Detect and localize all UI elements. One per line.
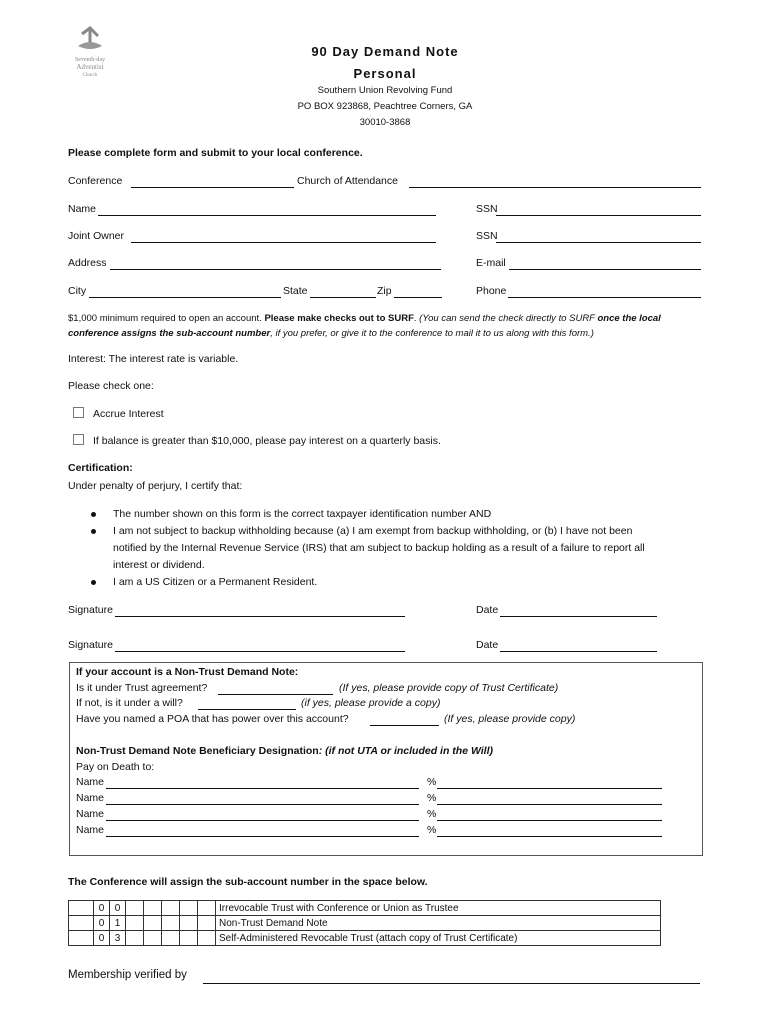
- minimum-bold-italic: once the local conference assigns the sub-account number: [68, 313, 661, 339]
- quarterly-interest-checkbox[interactable]: [73, 434, 84, 445]
- cert-item-1: The number shown on this form is the correct taxpayer identification number AND: [113, 508, 492, 520]
- city-field[interactable]: [89, 286, 281, 298]
- beneficiary-pct-field[interactable]: [437, 825, 662, 837]
- beneficiary-heading-line: [76, 745, 493, 757]
- address-label: Address: [68, 257, 107, 269]
- account-cell[interactable]: [69, 901, 94, 916]
- org-zip: 30010-3868: [359, 117, 411, 128]
- date-field-1[interactable]: [500, 605, 657, 617]
- account-digit: 0: [94, 931, 110, 946]
- cert-item-2: I am not subject to backup withholding because (a) I am exempt from backup withholding, or (b) I have not been: [113, 525, 633, 537]
- check-one-label: Please check one:: [68, 380, 154, 392]
- cert-item-3: I am a US Citizen or a Permanent Resident.: [113, 576, 318, 588]
- beneficiary-name-field[interactable]: [106, 825, 419, 837]
- beneficiary-pct-label: %: [427, 792, 437, 804]
- beneficiary-note: : (if not UTA or included in the Will): [318, 745, 494, 757]
- instruction: Please complete form and submit to your local conference.: [68, 147, 363, 159]
- assign-note: The Conference will assign the sub-account number in the space below.: [68, 876, 428, 888]
- account-cell[interactable]: [126, 916, 144, 931]
- state-label: State: [283, 285, 308, 297]
- joint-owner-label: Joint Owner: [68, 230, 125, 242]
- trust-agreement-note: (If yes, please provide copy of Trust Certificate): [339, 682, 559, 694]
- church-field[interactable]: [409, 176, 701, 188]
- signature-field-1[interactable]: [115, 605, 405, 617]
- account-type: Self-Administered Revocable Trust (attach copy of Trust Certificate): [216, 931, 661, 946]
- minimum-sep: .: [413, 313, 420, 324]
- beneficiary-heading: Non-Trust Demand Note Beneficiary Designation: [76, 745, 319, 757]
- zip-label: Zip: [377, 285, 392, 297]
- account-cell[interactable]: [69, 931, 94, 946]
- poa-note: (If yes, please provide copy): [444, 713, 576, 725]
- account-cell[interactable]: [144, 931, 162, 946]
- account-cell[interactable]: [162, 916, 180, 931]
- name-label: Name: [68, 203, 97, 215]
- account-digit: 0: [94, 901, 110, 916]
- will-label: If not, is it under a will?: [76, 697, 183, 709]
- minimum-note: [68, 311, 708, 341]
- beneficiary-name-label: Name: [76, 776, 105, 788]
- joint-owner-field[interactable]: [131, 231, 436, 243]
- beneficiary-pct-field[interactable]: [437, 777, 662, 789]
- table-row: [69, 916, 661, 931]
- account-cell[interactable]: [162, 931, 180, 946]
- beneficiary-pct-field[interactable]: [437, 809, 662, 821]
- checks-to-surf: Please make checks out to SURF: [264, 313, 414, 324]
- minimum-text: $1,000 minimum required to open an account.: [68, 313, 265, 324]
- cert-item-2-end: interest or dividend.: [113, 559, 205, 571]
- quarterly-interest-label: If balance is greater than $10,000, please pay interest on a quarterly basis.: [93, 435, 441, 447]
- trust-agreement-label: Is it under Trust agreement?: [76, 682, 208, 694]
- beneficiary-name-field[interactable]: [106, 793, 419, 805]
- beneficiary-pct-field[interactable]: [437, 793, 662, 805]
- beneficiary-name-field[interactable]: [106, 809, 419, 821]
- svg-text:Adventist: Adventist: [76, 63, 104, 71]
- account-digit: 1: [110, 916, 126, 931]
- accrue-interest-checkbox[interactable]: [73, 407, 84, 418]
- beneficiary-pct-label: %: [427, 776, 437, 788]
- beneficiary-name-label: Name: [76, 824, 105, 836]
- address-field[interactable]: [110, 258, 441, 270]
- beneficiary-pct-label: %: [427, 824, 437, 836]
- ssn-label: SSN: [476, 203, 498, 215]
- org-name: Southern Union Revolving Fund: [317, 85, 453, 96]
- signature-label-1: Signature: [68, 604, 113, 616]
- certification-intro: Under penalty of perjury, I certify that:: [68, 480, 243, 492]
- interest-note: Interest: The interest rate is variable.: [68, 353, 239, 365]
- account-cell[interactable]: [162, 901, 180, 916]
- date-field-2[interactable]: [500, 640, 657, 652]
- ssn2-field[interactable]: [496, 231, 701, 243]
- account-cell[interactable]: [180, 901, 198, 916]
- date-label-1: Date: [476, 604, 499, 616]
- beneficiary-name-field[interactable]: [106, 777, 419, 789]
- conference-field[interactable]: [131, 176, 294, 188]
- table-row: [69, 931, 661, 946]
- signature-label-2: Signature: [68, 639, 113, 651]
- cert-item-2-cont: notified by the Internal Revenue Service (IRS) that am subject to backup holding as a result of a failure to report all: [113, 542, 645, 554]
- account-digit: 0: [94, 916, 110, 931]
- accrue-interest-label: Accrue Interest: [93, 408, 164, 420]
- account-digit: 3: [110, 931, 126, 946]
- beneficiary-name-label: Name: [76, 808, 105, 820]
- ssn2-label: SSN: [476, 230, 498, 242]
- signature-field-2[interactable]: [115, 640, 405, 652]
- poa-label: Have you named a POA that has power over this account?: [76, 713, 349, 725]
- conference-label: Conference: [68, 175, 123, 187]
- state-field[interactable]: [310, 286, 376, 298]
- form-title: 90 Day Demand Note: [311, 44, 459, 59]
- bullet-icon: [91, 512, 96, 517]
- account-digit: 0: [110, 901, 126, 916]
- account-cell[interactable]: [144, 916, 162, 931]
- account-cell[interactable]: [126, 931, 144, 946]
- account-cell[interactable]: [69, 916, 94, 931]
- date-label-2: Date: [476, 639, 499, 651]
- non-trust-heading: If your account is a Non-Trust Demand Note:: [76, 666, 299, 678]
- account-cell[interactable]: [144, 901, 162, 916]
- church-label: Church of Attendance: [297, 175, 398, 187]
- org-address: PO BOX 923868, Peachtree Corners, GA: [297, 101, 473, 112]
- account-cell[interactable]: [180, 931, 198, 946]
- table-row: [69, 901, 661, 916]
- svg-text:Seventh-day: Seventh-day: [75, 57, 105, 63]
- svg-text:Church: Church: [82, 73, 98, 78]
- pay-on-death-label: Pay on Death to:: [76, 761, 155, 773]
- membership-label: Membership verified by: [68, 969, 187, 981]
- minimum-italic-1: (You can send the check directly to SURF: [419, 313, 598, 324]
- sub-account-table: [68, 900, 661, 946]
- will-field[interactable]: [198, 698, 296, 710]
- bullet-icon: [91, 580, 96, 585]
- account-cell[interactable]: [198, 916, 216, 931]
- account-type: Non-Trust Demand Note: [216, 916, 661, 931]
- zip-field[interactable]: [394, 286, 442, 298]
- trust-agreement-field[interactable]: [218, 683, 333, 695]
- account-cell[interactable]: [198, 901, 216, 916]
- phone-label: Phone: [476, 285, 507, 297]
- account-type: Irrevocable Trust with Conference or Union as Trustee: [216, 901, 661, 916]
- account-cell[interactable]: [126, 901, 144, 916]
- will-note: (if yes, please provide a copy): [301, 697, 441, 709]
- poa-field[interactable]: [370, 714, 439, 726]
- account-cell[interactable]: [198, 931, 216, 946]
- name-field[interactable]: [98, 204, 436, 216]
- form-subtitle: Personal: [353, 66, 417, 81]
- city-label: City: [68, 285, 87, 297]
- certification-heading: Certification:: [68, 462, 133, 474]
- phone-field[interactable]: [508, 286, 701, 298]
- account-cell[interactable]: [180, 916, 198, 931]
- beneficiary-pct-label: %: [427, 808, 437, 820]
- bullet-icon: [91, 529, 96, 534]
- ssn-field[interactable]: [496, 204, 701, 216]
- beneficiary-name-label: Name: [76, 792, 105, 804]
- minimum-italic-2: , if you prefer, or give it to the conference to mail it to us along with this form.): [270, 328, 594, 339]
- email-field[interactable]: [509, 258, 701, 270]
- membership-field[interactable]: [203, 971, 700, 984]
- email-label: E-mail: [476, 257, 506, 269]
